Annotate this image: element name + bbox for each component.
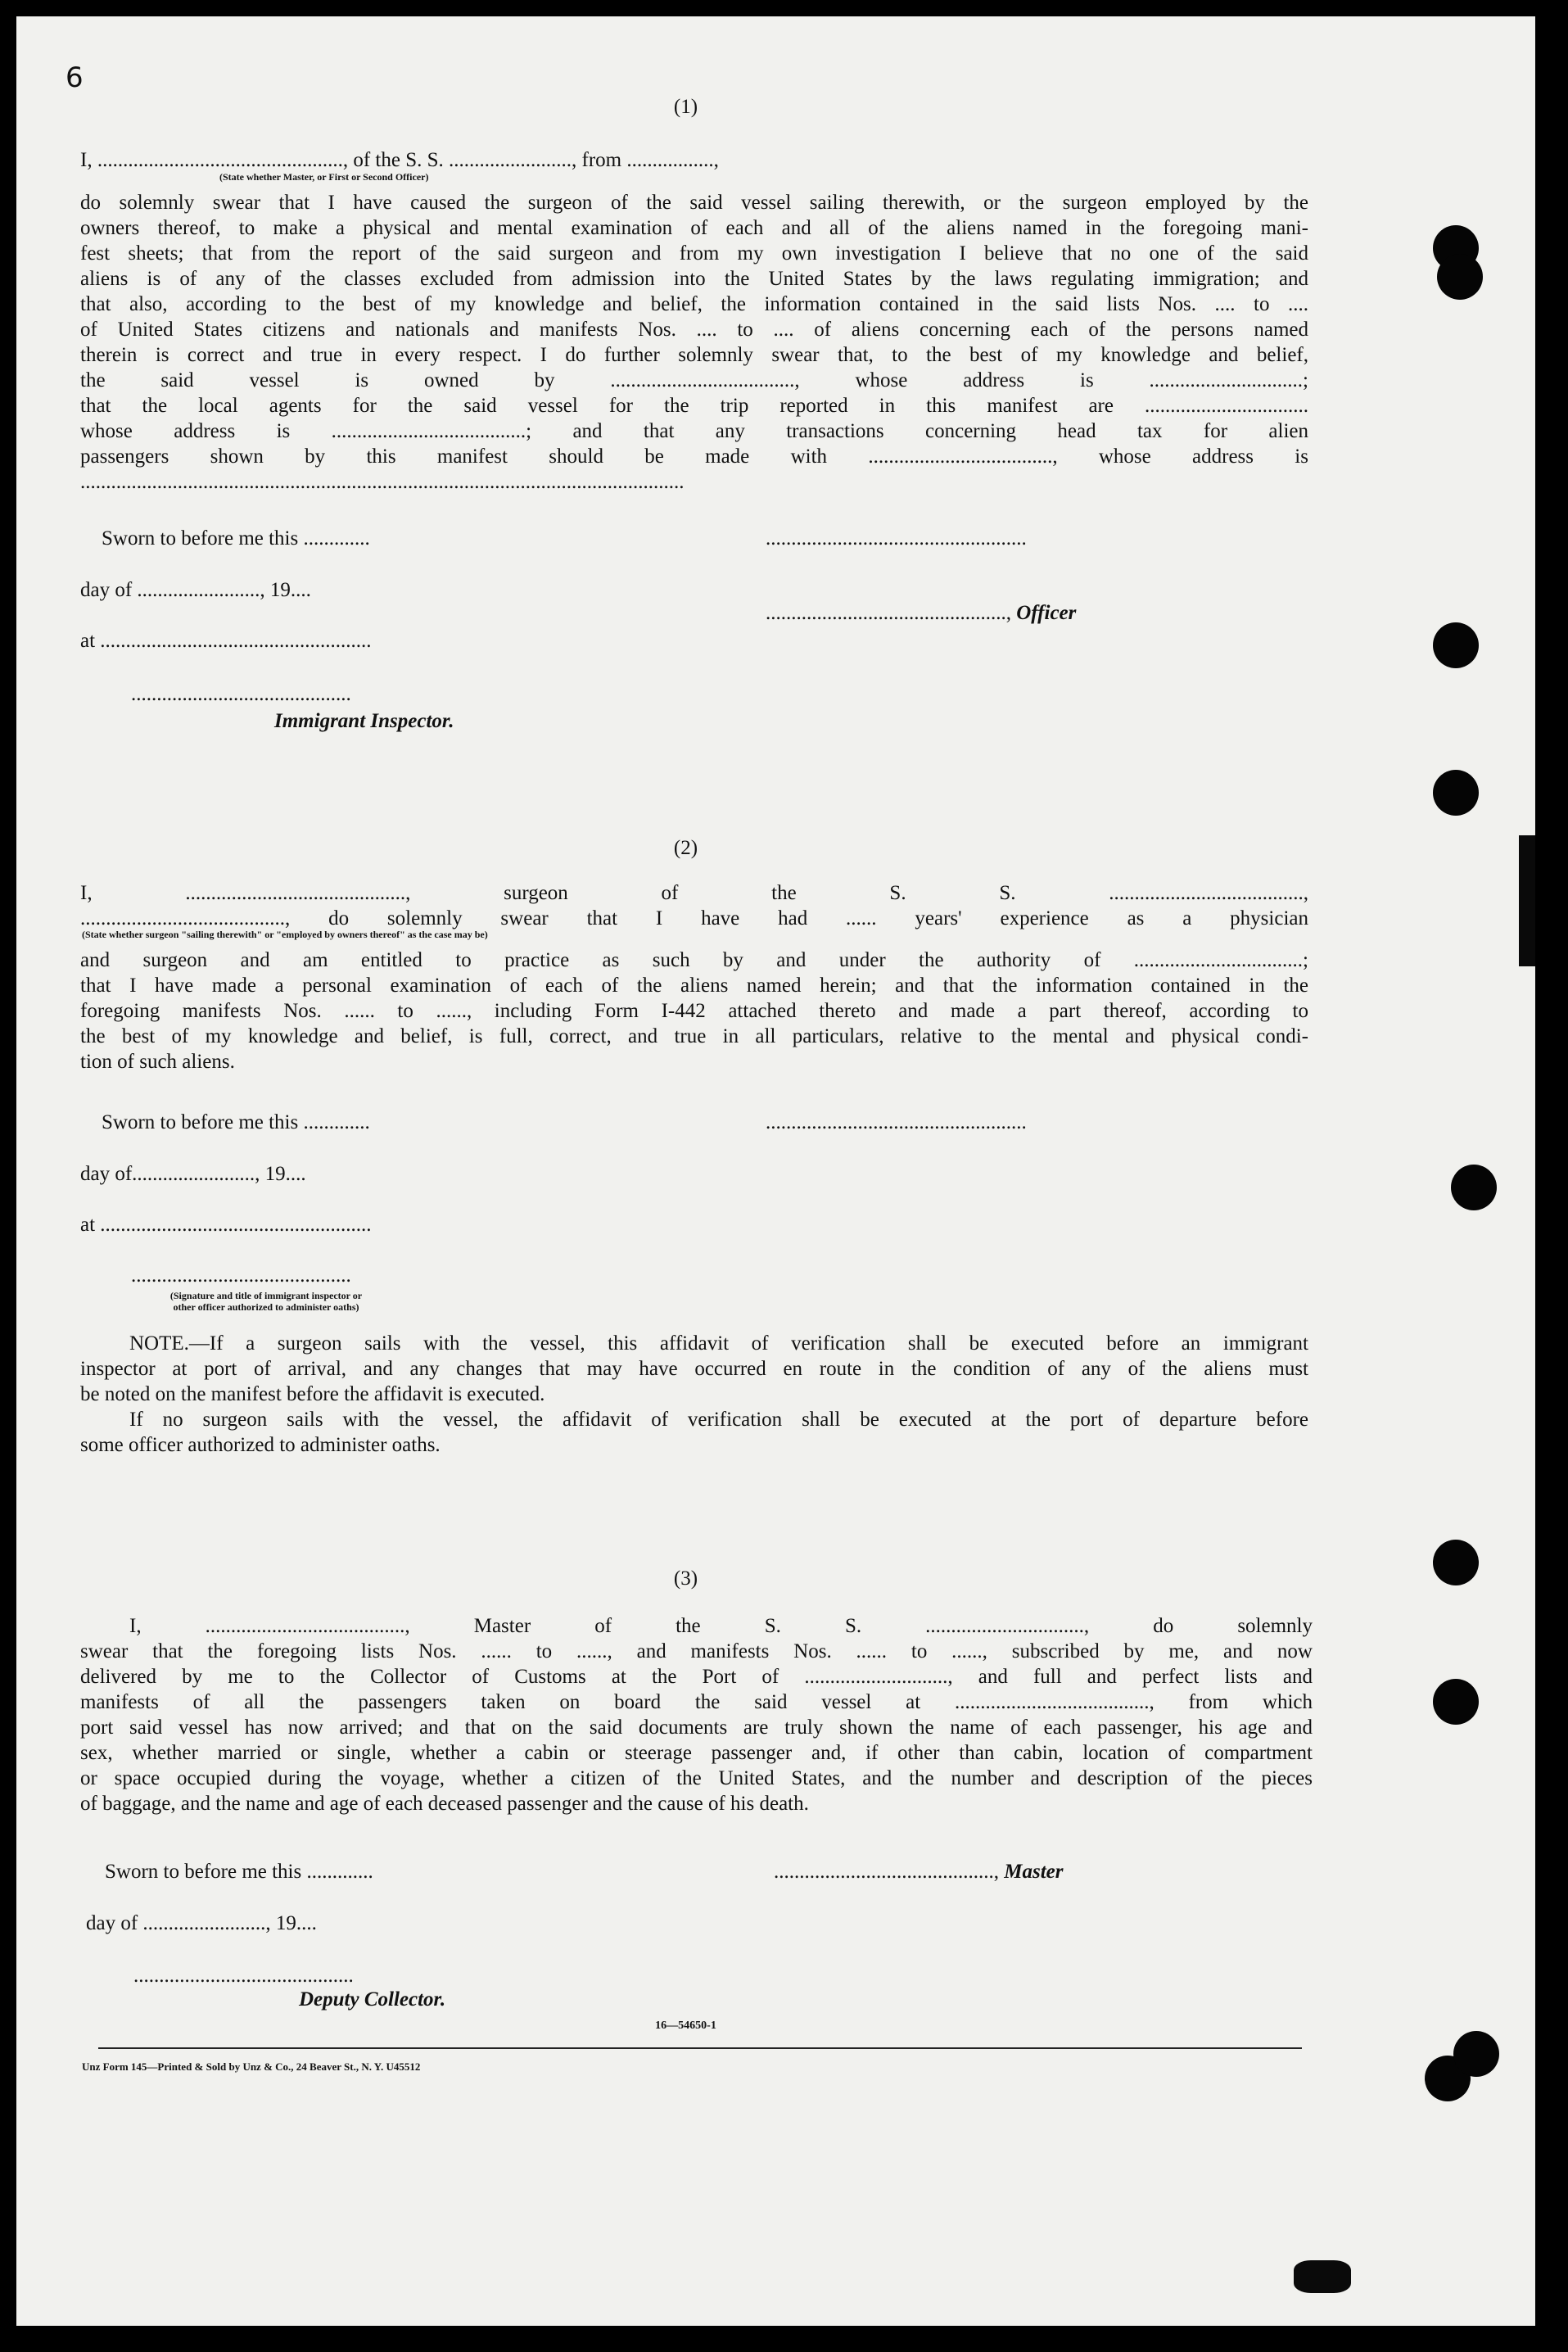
page-number: 6: [66, 61, 84, 94]
printer-footer: Unz Form 145—Printed & Sold by Unz & Co., 24 Beaver St., N. Y. U45512: [82, 2060, 421, 2073]
form-sheet: [16, 16, 1535, 2326]
sworn-line: Sworn to before me this .............: [102, 1111, 370, 1133]
section-2-note: (State whether surgeon "sailing therewith" or "employed by owners thereof" as the case may be): [82, 929, 488, 940]
section-1-number: (1): [673, 96, 698, 118]
inspector-signature-line: ...........................................: [131, 683, 351, 705]
section-2-body: and surgeon and am entitled to practice as such by and under the authority of .................................; that I have made a personal examination of each of the aliens named herein; and that the information contained in the foregoing manifests Nos. ...... to ......, including Form I-442 attached thereto and made a part thereof, according to the best of my knowledge and belief, is full, correct, and true in all particulars, relative to the mental and physical condi- tion of such aliens.: [80, 949, 1308, 1073]
punch-hole: [1433, 622, 1479, 668]
sworn-line: Sworn to before me this .............: [105, 1861, 373, 1883]
section-3-body: I, ......................................., Master of the S. S. ..............................., do solemnly swear that the foregoing lists Nos. ...... to ......, and manifests Nos. ...... to ......, subscribed by me, and now delivered by me to the Collector of Customs at the Port of ............................, and full and perfect lists and manifests of all the passengers taken on board the said vessel at ......................................, from which port said vessel has now arrived; and that on the said documents are truly shown the name of each passenger, his age and sex, whether married or single, whether a cabin or steerage passenger and, if other than cabin, location of compartment or space occupied during the voyage, whether a citizen of the United States, and the number and description of the pieces of baggage, and the name and age of each deceased passenger and the cause of his death.: [80, 1615, 1313, 1815]
surgeon-note: NOTE.—If a surgeon sails with the vessel, this affidavit of verification shall be executed before an immigrant inspector at port of arrival, and any changes that may have occurred en route in the condition of any of the aliens must be noted on the manifest before the affidavit is executed. If no surgeon sails with the vessel, the affidavit of verification shall be executed at the port of departure before some officer authorized to administer oaths.: [80, 1332, 1308, 1456]
day-line: day of ........................, 19....: [80, 579, 311, 601]
master-signature-line: ..........................................., Master: [774, 1861, 1064, 1883]
section-1-body: do solemnly swear that I have caused the surgeon of the said vessel sailing therewith, or the surgeon employed by the owners thereof, to make a physical and mental examination of each and all of the aliens named in the foregoing mani- fest sheets; that from the report of the said surgeon and from my own investigation I believe that no one of the said aliens is of any of the classes excluded from admission into the United States by the laws regulating immigration; and that also, according to the best of my knowledge and belief, the information contained in the said lists Nos. .... to .... of United States citizens and nationals and manifests Nos. .... to .... of aliens concerning each of the persons named therein is correct and true in every respect. I do further solemnly swear that, to the best of my knowledge and belief, the said vessel is owned by ...................................., whose address is ..............................; that the local agents for the said vessel for the trip reported in this manifest are ................................ whose address is ......................................; and that any transactions concerning head tax for alien passengers shown by this manifest should be made with ...................................., whose address is ......................................................................................................................: [80, 192, 1308, 493]
form-code: 16—54650-1: [655, 2020, 716, 2032]
inspector-signature-line: ...........................................: [131, 1264, 351, 1287]
section-3-number: (3): [673, 1567, 698, 1590]
signature-note: (Signature and title of immigrant inspector or other officer authorized to administer oaths): [169, 1290, 363, 1313]
punch-hole: [1451, 1165, 1497, 1210]
punch-hole: [1437, 254, 1483, 300]
deputy-signature-line: ...........................................: [133, 1965, 354, 1987]
section-2-number: (2): [673, 837, 698, 859]
day-line: day of........................, 19....: [80, 1163, 306, 1185]
edge-tear: [1519, 835, 1535, 966]
at-line: at .....................................................: [80, 630, 372, 652]
section-1-intro: I, ................................................, of the S. S. ........................, from .................,: [80, 149, 719, 171]
section-2-intro: I, ..........................................., surgeon of the S. S. ......................................, ........................................, do solemnly swear that I have had ...... years' experience as a physician: [80, 882, 1308, 929]
punch-hole: [1433, 770, 1479, 816]
punch-hole: [1453, 2031, 1499, 2077]
punch-hole: [1433, 1679, 1479, 1725]
signature-line: ...................................................: [766, 527, 1027, 550]
officer-signature-line: ..............................................., Officer: [766, 602, 1077, 624]
deputy-title: Deputy Collector.: [299, 1988, 446, 2011]
signature-line: ...................................................: [766, 1111, 1027, 1133]
at-line: at .....................................................: [80, 1214, 372, 1236]
section-1-note: (State whether Master, or First or Second Officer): [219, 171, 429, 183]
footer-rule: [98, 2047, 1302, 2049]
page-damage: [1294, 2260, 1351, 2293]
sworn-line: Sworn to before me this .............: [102, 527, 370, 550]
inspector-title: Immigrant Inspector.: [274, 710, 454, 732]
punch-hole: [1433, 1540, 1479, 1585]
day-line: day of ........................, 19....: [86, 1912, 317, 1934]
